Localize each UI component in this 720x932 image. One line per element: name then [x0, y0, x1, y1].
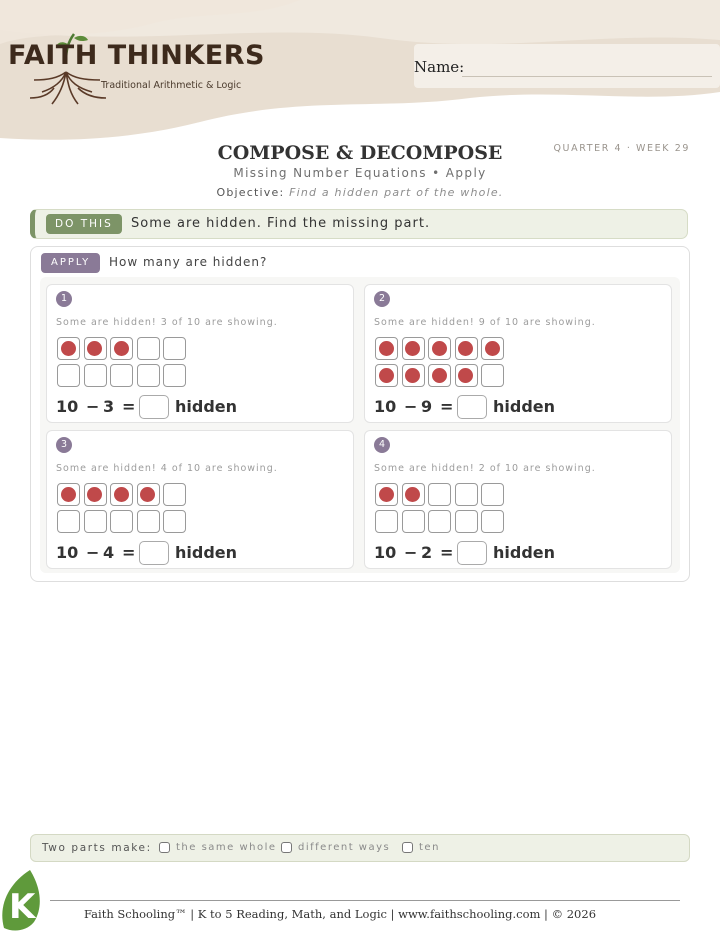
ten-frame-cell	[84, 510, 107, 533]
ten-frame-cell	[163, 337, 186, 360]
counter-dot	[379, 487, 394, 502]
problem-number: 4	[374, 437, 390, 453]
checkbox[interactable]	[402, 842, 413, 853]
brand-logo	[8, 28, 265, 112]
problem-prompt: Some are hidden! 4 of 10 are showing.	[56, 463, 278, 474]
do-this-bar	[30, 209, 688, 239]
ten-frame-cell	[455, 364, 478, 387]
footer-divider	[50, 900, 680, 901]
ten-frame-cell	[163, 483, 186, 506]
quarter-week-label: QUARTER 4 · WEEK 29	[553, 143, 690, 154]
footer-text: Faith Schooling™ | K to 5 Reading, Math, and Logic | www.faithschooling.com | © 2026	[83, 907, 597, 921]
counter-dot	[140, 487, 155, 502]
problem-number: 2	[374, 291, 390, 307]
ten-frame-cell	[375, 364, 398, 387]
ten-frame-cell	[455, 337, 478, 360]
equation-equals: =	[122, 397, 136, 416]
answer-box[interactable]	[457, 541, 487, 565]
ten-frame-cell	[163, 510, 186, 533]
ten-frame-cell	[57, 364, 80, 387]
objective	[0, 186, 720, 199]
ten-frame-cell	[84, 364, 107, 387]
ten-frame-cell	[402, 510, 425, 533]
equation-word: hidden	[493, 543, 556, 562]
ten-frame	[57, 337, 189, 388]
problem-prompt: Some are hidden! 3 of 10 are showing.	[56, 317, 278, 328]
brand-title: FAITH THINKERS	[8, 40, 265, 71]
ten-frame-cell	[428, 510, 451, 533]
name-field[interactable]	[462, 76, 712, 77]
ten-frame-cell	[57, 483, 80, 506]
counter-dot	[485, 341, 500, 356]
objective-label: Objective:	[216, 186, 285, 199]
problem-prompt: Some are hidden! 2 of 10 are showing.	[374, 463, 596, 474]
ten-frame-cell	[57, 510, 80, 533]
equation-shown: 4	[103, 543, 115, 562]
ten-frame-cell	[402, 364, 425, 387]
counter-dot	[405, 487, 420, 502]
ten-frame-cell	[402, 337, 425, 360]
ten-frame-cell	[428, 364, 451, 387]
apply-panel	[30, 246, 690, 582]
counter-dot	[405, 368, 420, 383]
counter-dot	[114, 341, 129, 356]
apply-question: How many are hidden?	[109, 255, 268, 269]
counter-dot	[458, 368, 473, 383]
ten-frame-cell	[375, 510, 398, 533]
page-subtitle: Missing Number Equations • Apply	[233, 166, 487, 180]
ten-frame	[57, 483, 189, 534]
ten-frame-cell	[481, 483, 504, 506]
counter-dot	[61, 487, 76, 502]
ten-frame-cell	[110, 483, 133, 506]
ten-frame-cell	[137, 364, 160, 387]
equation-word: hidden	[175, 543, 238, 562]
problem-card	[364, 430, 672, 569]
reflection-bar	[30, 834, 690, 862]
checkbox[interactable]	[159, 842, 170, 853]
objective-text: Find a hidden part of the whole.	[289, 186, 504, 199]
counter-dot	[87, 487, 102, 502]
ten-frame-cell	[455, 483, 478, 506]
equation-whole: 10	[374, 397, 397, 416]
ten-frame-cell	[375, 483, 398, 506]
ten-frame-cell	[428, 337, 451, 360]
equation-minus: −	[86, 397, 100, 416]
counter-dot	[379, 368, 394, 383]
checkbox[interactable]	[281, 842, 292, 853]
problem-grid	[40, 277, 680, 573]
ten-frame	[375, 483, 507, 534]
counter-dot	[87, 341, 102, 356]
equation-equals: =	[440, 397, 454, 416]
counter-dot	[432, 368, 447, 383]
counter-dot	[379, 341, 394, 356]
ten-frame	[375, 337, 507, 388]
do-this-text: Some are hidden. Find the missing part.	[131, 216, 431, 231]
equation-minus: −	[404, 543, 418, 562]
do-this-badge: DO THIS	[46, 214, 122, 234]
ten-frame-cell	[481, 510, 504, 533]
reflection-label: Two parts make:	[42, 842, 152, 854]
ten-frame-cell	[110, 337, 133, 360]
page-title: COMPOSE & DECOMPOSE	[217, 142, 503, 164]
ten-frame-cell	[57, 337, 80, 360]
answer-box[interactable]	[139, 395, 169, 419]
ten-frame-cell	[84, 337, 107, 360]
reflection-option-label: ten	[419, 842, 440, 853]
ten-frame-cell	[137, 483, 160, 506]
answer-box[interactable]	[457, 395, 487, 419]
equation-equals: =	[440, 543, 454, 562]
equation-word: hidden	[175, 397, 238, 416]
ten-frame-cell	[402, 483, 425, 506]
ten-frame-cell	[84, 483, 107, 506]
ten-frame-cell	[110, 364, 133, 387]
ten-frame-cell	[481, 364, 504, 387]
counter-dot	[405, 341, 420, 356]
name-label: Name:	[414, 58, 465, 76]
ten-frame-cell	[481, 337, 504, 360]
equation-whole: 10	[56, 397, 79, 416]
counter-dot	[432, 341, 447, 356]
ten-frame-cell	[137, 337, 160, 360]
equation-word: hidden	[493, 397, 556, 416]
answer-box[interactable]	[139, 541, 169, 565]
equation-shown: 9	[421, 397, 433, 416]
svg-text:K: K	[9, 887, 36, 927]
equation-shown: 3	[103, 397, 115, 416]
problem-number: 3	[56, 437, 72, 453]
counter-dot	[61, 341, 76, 356]
reflection-option-label: the same whole	[176, 842, 277, 853]
ten-frame-cell	[375, 337, 398, 360]
problem-number: 1	[56, 291, 72, 307]
apply-badge: APPLY	[41, 253, 100, 273]
equation-minus: −	[404, 397, 418, 416]
ten-frame-cell	[110, 510, 133, 533]
equation-whole: 10	[56, 543, 79, 562]
equation-minus: −	[86, 543, 100, 562]
leaf-k-logo-icon	[0, 866, 50, 932]
counter-dot	[458, 341, 473, 356]
ten-frame-cell	[428, 483, 451, 506]
equation-shown: 2	[421, 543, 433, 562]
problem-card	[364, 284, 672, 423]
equation-equals: =	[122, 543, 136, 562]
ten-frame-cell	[455, 510, 478, 533]
ten-frame-cell	[163, 364, 186, 387]
reflection-option-label: different ways	[298, 842, 391, 853]
equation-whole: 10	[374, 543, 397, 562]
problem-prompt: Some are hidden! 9 of 10 are showing.	[374, 317, 596, 328]
counter-dot	[114, 487, 129, 502]
problem-card	[46, 430, 354, 569]
ten-frame-cell	[137, 510, 160, 533]
problem-card	[46, 284, 354, 423]
brand-subtitle: Traditional Arithmetic & Logic	[101, 80, 242, 91]
